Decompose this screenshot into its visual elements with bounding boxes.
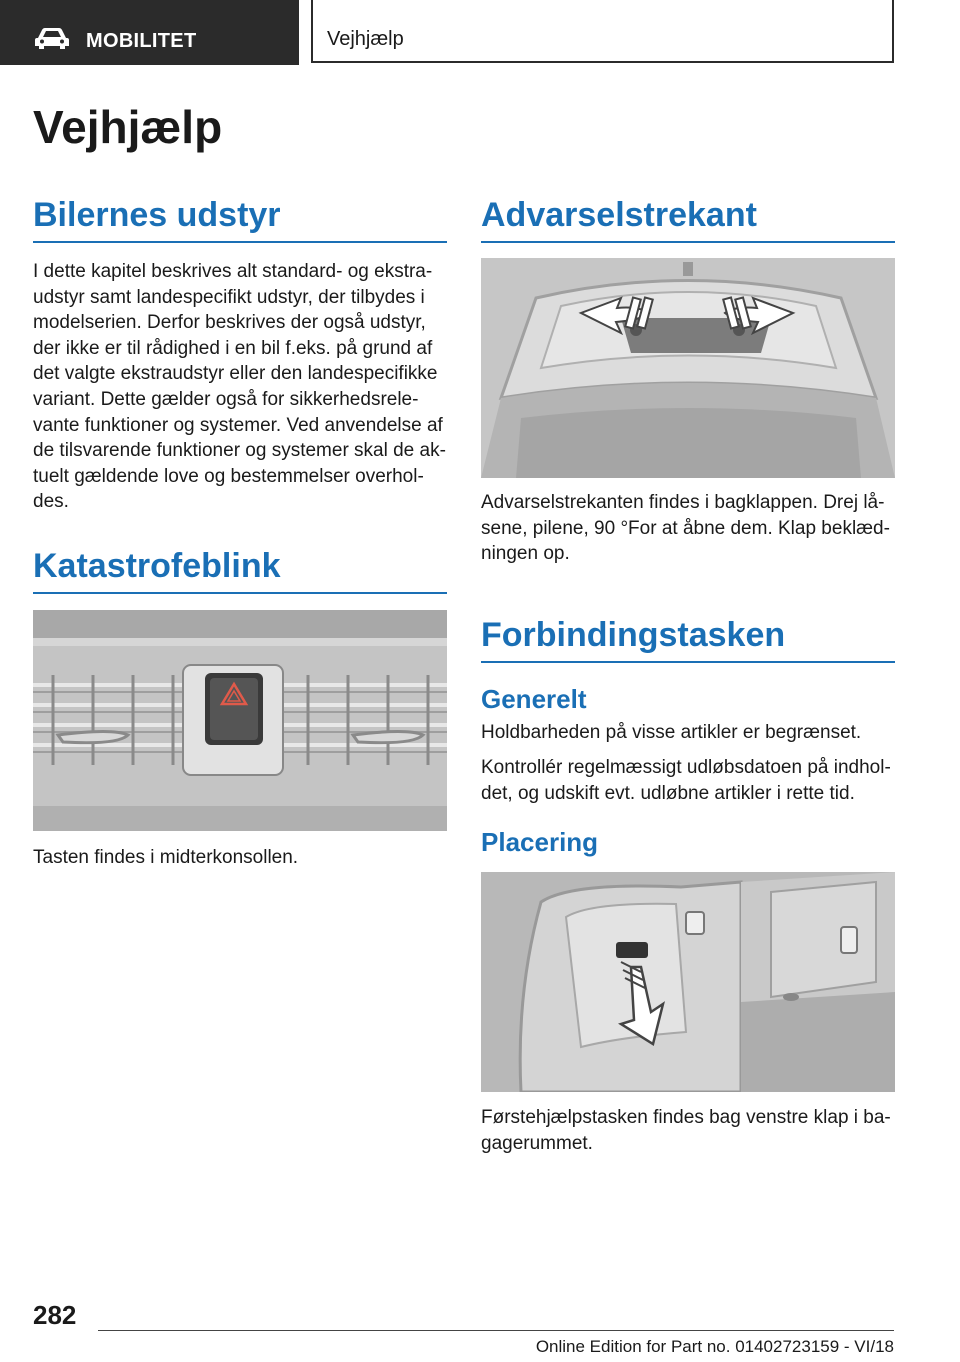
car-icon	[34, 26, 70, 55]
text-line: der ikke er til rådighed i en bil f.eks. på grund af	[33, 337, 433, 359]
heading-bilernes-udstyr: Bilernes udstyr	[33, 196, 447, 243]
section-tab	[311, 0, 894, 63]
heading-placering: Placering	[481, 827, 599, 857]
text-line: det valgte ekstraudstyr eller den landespecifikke	[33, 363, 438, 385]
paragraph-placering	[481, 1105, 901, 1156]
warning-triangle-photo	[481, 258, 895, 478]
heading-katastrofeblink: Katastrofeblink	[33, 547, 447, 594]
heading-advarselstrekant: Advarselstrekant	[481, 196, 895, 243]
footer-rule	[98, 1330, 894, 1331]
section-label: Vejhjælp	[327, 28, 404, 50]
text-line: Førstehjælpstasken findes bag venstre klap i ba-	[481, 1107, 891, 1128]
text-line: vante funktioner og systemer. Ved anvendelse af	[33, 414, 443, 436]
text-line: tuelt gældende love og bestemmelser overhol-	[33, 465, 424, 487]
page-number: 282	[33, 1300, 77, 1330]
text-line: udstyr samt landespecifikt udstyr, der tilbydes i	[33, 286, 425, 308]
paragraph-bilernes-udstyr	[33, 259, 453, 515]
chapter-label: MOBILITET	[86, 30, 197, 52]
text-line: variant. Dette gælder også for sikkerhedsrele-	[33, 388, 419, 410]
heading-forbindingstasken: Forbindingstasken	[481, 616, 895, 663]
text-line: I dette kapitel beskrives alt standard- og ekstra-	[33, 261, 433, 282]
text-line: des.	[33, 491, 69, 513]
text-line: Kontrollér regelmæssigt udløbsdatoen på indhol-	[481, 757, 891, 778]
paragraph-advarselstrekant	[481, 490, 901, 567]
text-line: de tilsvarende funktioner og systemer skal de ak-	[33, 440, 446, 462]
chapter-tab	[0, 0, 299, 65]
text-line: sene, pilene, 90 °For at åbne dem. Klap beklæd-	[481, 517, 890, 539]
text-line: Advarselstrekanten findes i bagklappen. Drej lå-	[481, 492, 885, 513]
page-title: Vejhjælp	[33, 101, 223, 153]
text-line: ningen op.	[481, 543, 570, 565]
first-aid-kit-photo	[481, 872, 895, 1092]
caption-katastrofeblink: Tasten findes i midterkonsollen.	[33, 847, 299, 868]
text-line: gagerummet.	[481, 1132, 593, 1154]
paragraph-generelt-1: Holdbarheden på visse artikler er begrænset.	[481, 722, 862, 743]
paragraph-generelt-2	[481, 755, 901, 806]
heading-generelt: Generelt	[481, 684, 587, 714]
text-line: modelserien. Derfor beskrives der også udstyr,	[33, 312, 426, 334]
edition-note: Online Edition for Part no. 01402723159 - VI/18	[535, 1337, 894, 1356]
text-line: det, og udskift evt. udløbne artikler i rette tid.	[481, 782, 855, 804]
hazard-button-photo	[33, 610, 447, 831]
